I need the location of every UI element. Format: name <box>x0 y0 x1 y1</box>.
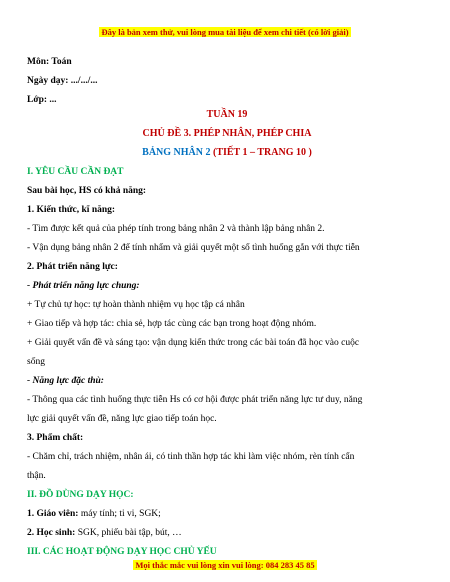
preview-banner: Đây là bản xem thử, vui lòng mua tài liệu để xem chi tiết (có lời giải) <box>101 27 349 37</box>
date-line: Ngày dạy: .../.../... <box>27 76 98 86</box>
quality-item-1: - Chăm chỉ, trách nhiệm, nhân ái, có tinh thần hợp tác khi làm việc nhóm, rèn tính cẩn <box>27 452 355 462</box>
section-3-title: III. CÁC HOẠT ĐỘNG DẠY HỌC CHỦ YẾU <box>27 547 217 557</box>
knowledge-item-1: - Tìm được kết quả của phép tính trong bảng nhân 2 và thành lập bảng nhân 2. <box>27 224 325 234</box>
general-item-3-cont: sống <box>27 357 45 367</box>
general-competence-title: - Phát triển năng lực chung: <box>27 281 140 291</box>
student-line: 2. Học sinh: SGK, phiếu bài tập, bút, … <box>27 528 182 538</box>
section-1-title: I. YÊU CẦU CẦN ĐẠT <box>27 167 124 177</box>
knowledge-item-2: - Vận dụng bảng nhân 2 để tính nhẩm và giải quyết một số tình huống gắn với thực tiễn <box>27 243 360 253</box>
special-item-1: - Thông qua các tình huống thực tiễn Hs có cơ hội được phát triển năng lực tư duy, năng <box>27 395 363 405</box>
competence-title: 2. Phát triển năng lực: <box>27 262 118 272</box>
quality-item-1-cont: thận. <box>27 471 46 481</box>
general-item-1: + Tự chủ tự học: tự hoàn thành nhiệm vụ học tập cá nhân <box>27 300 245 310</box>
lesson-title: BẢNG NHÂN 2 (TIẾT 1 – TRANG 10 ) <box>142 147 312 158</box>
intro-line: Sau bài học, HS có khả năng: <box>27 186 147 196</box>
topic-title: CHỦ ĐỀ 3. PHÉP NHÂN, PHÉP CHIA <box>142 128 312 139</box>
contact-banner: Mọi thắc mắc vui lòng xin vui lòng: 084 283 45 85 <box>135 560 315 570</box>
special-competence-title: - Năng lực đặc thù: <box>27 376 104 386</box>
class-line: Lớp: ... <box>27 95 57 105</box>
knowledge-title: 1. Kiến thức, kĩ năng: <box>27 205 116 215</box>
special-item-1-cont: lực giải quyết vấn đề, năng lực giao tiếp toán học. <box>27 414 217 424</box>
quality-title: 3. Phẩm chất: <box>27 433 84 443</box>
general-item-2: + Giao tiếp và hợp tác: chia sẻ, hợp tác cùng các bạn trong hoạt động nhóm. <box>27 319 317 329</box>
teacher-line: 1. Giáo viên: máy tính; ti vi, SGK; <box>27 509 161 519</box>
subject-line: Môn: Toán <box>27 57 72 67</box>
general-item-3: + Giải quyết vấn đề và sáng tạo: vận dụng kiến thức trong các bài toán đã học vào cuộc <box>27 338 360 348</box>
section-2-title: II. ĐỒ DÙNG DẠY HỌC: <box>27 490 134 500</box>
week-title: TUẦN 19 <box>206 109 248 120</box>
